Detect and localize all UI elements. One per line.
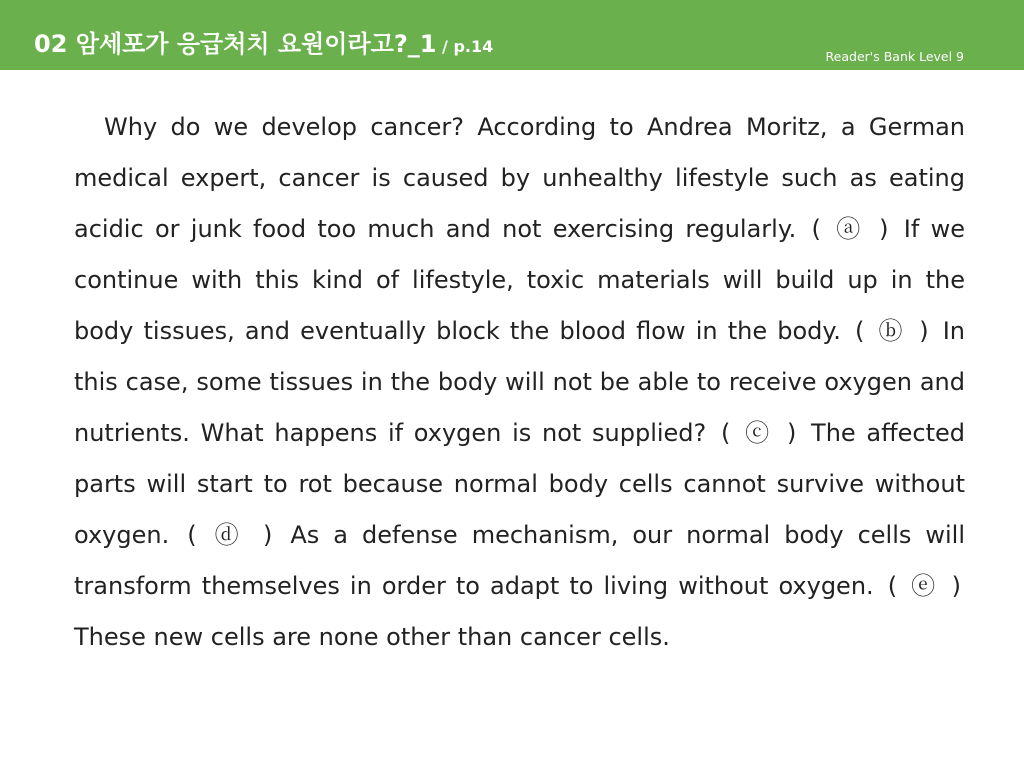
sentence-6: These new cells are none other than cancer cells. [74,623,670,651]
brand-label: Reader's Bank Level 9 [825,49,964,64]
sentence-1: Why do we develop cancer? According to Andrea Moritz, a German medical expert, cancer is caused by unhealthy lifestyle such as eating acidic or junk food too much and not exercising regularly. [74,113,965,243]
blank-d: ( ⓓ ) [187,521,273,549]
marker-a: ⓐ [836,215,864,243]
slide-title [34,28,493,63]
blank-b: ( ⓑ ) [854,317,929,345]
sentence-4: The affected parts will start to rot because normal body cells cannot survive without oxygen. [74,419,966,549]
marker-b: ⓑ [878,317,906,345]
header-bar [0,0,1024,70]
blank-c: ( ⓒ ) [721,419,797,447]
blank-e: ( ⓔ ) [887,572,961,600]
slide-title-text: 02 암세포가 응급처치 요원이라고?_1 [34,30,437,58]
sentence-3: In this case, some tissues in the body will not be able to receive oxygen and nutrients. What happens if oxygen is not supplied? [74,317,965,447]
sentence-2: If we continue with this kind of lifestyle, toxic materials will build up in the body tissues, and eventually block the blood flow in the body. [74,215,965,345]
sentence-5: As a defense mechanism, our normal body cells will transform themselves in order to adapt to living without oxygen. [74,521,966,600]
passage [74,102,965,663]
marker-e: ⓔ [911,572,938,600]
page-reference: / p.14 [436,37,494,56]
marker-c: ⓒ [745,419,773,447]
blank-a: ( ⓐ ) [811,215,889,243]
marker-d: ⓓ [214,521,245,549]
